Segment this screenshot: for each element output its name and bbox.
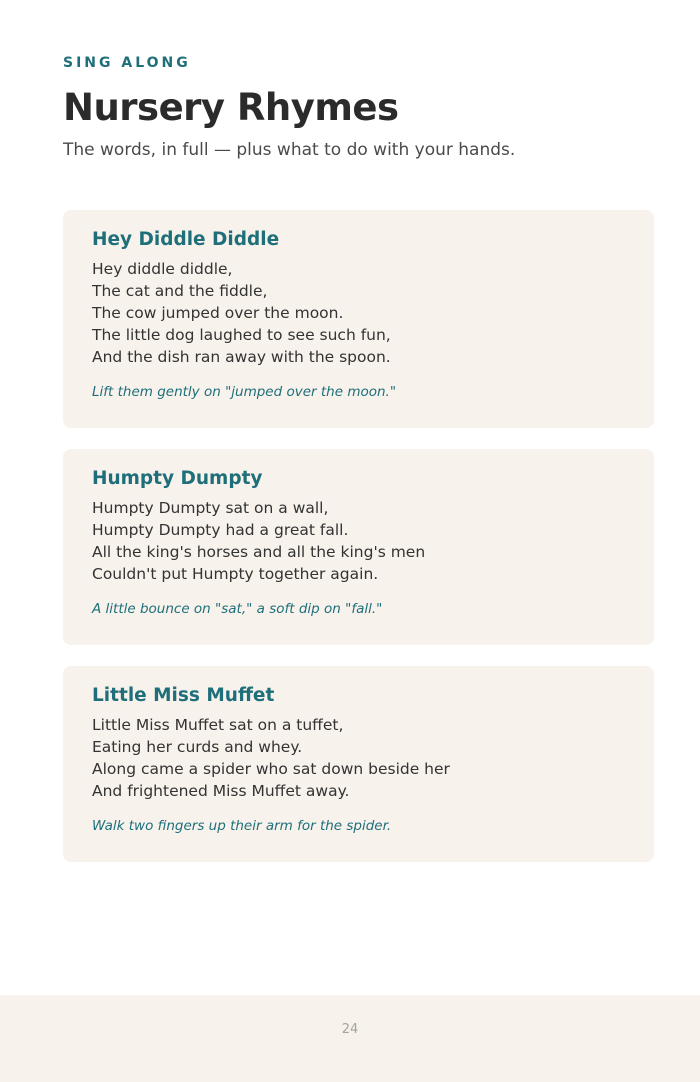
verse-line: And frightened Miss Muffet away.: [92, 782, 350, 800]
verse-line: Humpty Dumpty had a great fall.: [92, 521, 349, 539]
hand-motion-tip: Lift them gently on "jumped over the moon.": [92, 384, 397, 400]
rhyme-card-humpty-dumpty: [63, 449, 654, 645]
rhyme-verse: [92, 258, 626, 368]
section-eyebrow: SING ALONG: [63, 55, 191, 71]
verse-line: The little dog laughed to see such fun,: [92, 326, 391, 344]
verse-line: And the dish ran away with the spoon.: [92, 348, 391, 366]
verse-line: The cow jumped over the moon.: [92, 304, 344, 322]
hand-motion-tip: A little bounce on "sat," a soft dip on "fall.": [92, 601, 383, 617]
verse-line: Along came a spider who sat down beside her: [92, 760, 450, 778]
hand-motion-tip: Walk two fingers up their arm for the spider.: [92, 818, 392, 834]
rhyme-title: Little Miss Muffet: [92, 685, 275, 706]
page-title: Nursery Rhymes: [63, 86, 399, 129]
verse-line: Couldn't put Humpty together again.: [92, 565, 379, 583]
verse-line: The cat and the fiddle,: [92, 282, 268, 300]
rhyme-verse: [92, 497, 626, 585]
verse-line: Hey diddle diddle,: [92, 260, 233, 278]
rhyme-title: Humpty Dumpty: [92, 468, 263, 489]
rhyme-verse: [92, 714, 626, 802]
page-footer: [0, 995, 700, 1082]
rhyme-card-hey-diddle-diddle: [63, 210, 654, 428]
verse-line: All the king's horses and all the king's men: [92, 543, 426, 561]
rhyme-list: [63, 210, 654, 883]
page-number: 24: [341, 1022, 359, 1037]
verse-line: Humpty Dumpty sat on a wall,: [92, 499, 329, 517]
rhyme-card-little-miss-muffet: [63, 666, 654, 862]
page-subtitle: The words, in full — plus what to do with your hands.: [63, 140, 516, 160]
verse-line: Eating her curds and whey.: [92, 738, 303, 756]
verse-line: Little Miss Muffet sat on a tuffet,: [92, 716, 344, 734]
rhyme-title: Hey Diddle Diddle: [92, 229, 280, 250]
